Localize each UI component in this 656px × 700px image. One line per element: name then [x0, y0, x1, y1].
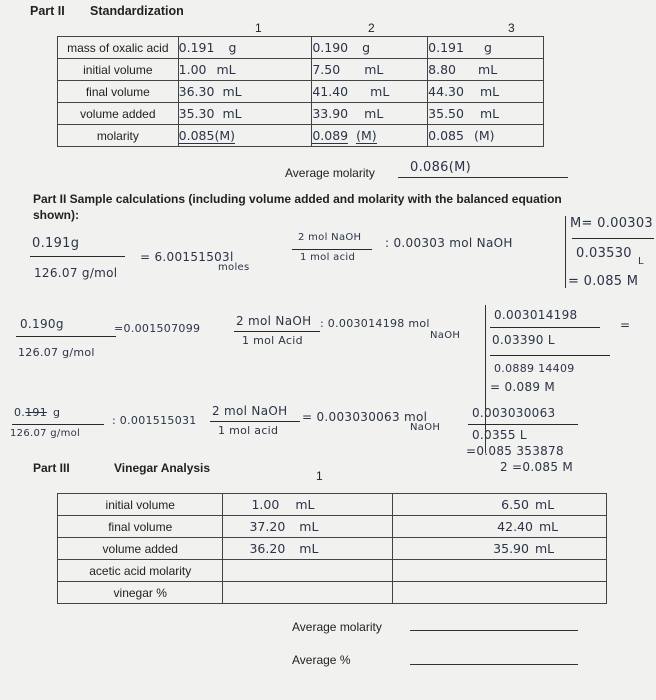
table-row [58, 516, 607, 538]
calc3-ratio-den: 1 mol acid [218, 424, 279, 437]
row-label: initial volume [58, 494, 223, 516]
calc3-numerator: 0.191 g [14, 406, 61, 419]
calc2-molarity-den: 0.03390 L [492, 333, 555, 347]
calc1-moles-unit: moles [218, 262, 250, 273]
calc2-moles: =0.001507099 [114, 322, 201, 335]
calc2-numerator: 0.190g [20, 317, 64, 331]
column-header-1: 1 [255, 21, 262, 35]
calc1-molarity-den: 0.03530 [576, 246, 632, 261]
table-cell[interactable]: 41.40 mL [312, 81, 428, 103]
calc2-denominator: 126.07 g/mol [18, 346, 95, 359]
calc1-moles: = 6.00151503l [140, 250, 234, 264]
table-cell[interactable] [223, 582, 393, 604]
row-label: volume added [58, 103, 179, 125]
calc1-ratio-num: 2 mol NaOH [298, 232, 362, 243]
calc3-result: = 0.003030063 mol [302, 410, 428, 424]
table-cell[interactable]: 8.80 mL [428, 59, 544, 81]
table-cell[interactable]: 36.20 mL [223, 538, 393, 560]
table-cell[interactable]: 0.190 g [312, 37, 428, 59]
table-cell[interactable]: 42.40 mL [393, 516, 607, 538]
calc3-molarity-raw: =0.085 353878 [466, 444, 564, 458]
calc3-result-unit: NaOH [410, 422, 441, 433]
table-cell[interactable] [393, 560, 607, 582]
table-row [58, 494, 607, 516]
table-row [58, 81, 544, 103]
calc2-result: : 0.003014198 mol [320, 317, 430, 330]
table-cell[interactable]: 0.191 g [428, 37, 544, 59]
column-header-3: 3 [508, 21, 515, 35]
calc1-ratio-den: 1 mol acid [300, 252, 356, 263]
calc1-result: : 0.00303 mol NaOH [385, 236, 513, 250]
calc1-divider [565, 216, 566, 288]
table-cell[interactable]: 6.50 mL [393, 494, 607, 516]
table-cell[interactable]: 33.90 mL [312, 103, 428, 125]
part3-subtitle: Vinegar Analysis [114, 461, 211, 475]
table-cell[interactable]: 1.00 mL [178, 59, 312, 81]
fraction-bar [468, 424, 578, 425]
vinegar-average-molarity-label: Average molarity [292, 620, 382, 634]
table-cell[interactable]: 35.90 mL [393, 538, 607, 560]
calc2-equals: = [620, 318, 631, 332]
fraction-bar [572, 238, 654, 239]
table-cell[interactable]: 0.085(M) [178, 125, 312, 147]
table-row [58, 538, 607, 560]
calc1-denominator: 126.07 g/mol [34, 266, 118, 280]
row-label: acetic acid molarity [58, 560, 223, 582]
table-cell[interactable]: 0.191 g [178, 37, 312, 59]
separator-line [490, 355, 610, 356]
calc2-ratio-num: 2 mol NaOH [236, 314, 312, 328]
calc2-result-unit: NaOH [430, 330, 461, 341]
calc1-numerator: 0.191g [32, 236, 80, 251]
average-molarity-line [398, 177, 568, 178]
fraction-bar [234, 331, 320, 332]
vinegar-average-percent-line[interactable] [410, 664, 578, 665]
fraction-bar [210, 421, 300, 422]
sample-calc-heading: Part II Sample calculations (including volume added and molarity with the balanced equation [33, 192, 562, 206]
row-label: molarity [58, 125, 179, 147]
calc1-molarity-unit: L [638, 256, 644, 267]
calc2-molarity-result: = 0.089 M [490, 380, 556, 394]
standardization-table [57, 36, 544, 147]
row-label: final volume [58, 516, 223, 538]
table-row [58, 37, 544, 59]
table-cell[interactable]: 0.089 (M) [312, 125, 428, 147]
row-label: initial volume [58, 59, 179, 81]
fraction-bar [490, 327, 600, 328]
table-row [58, 103, 544, 125]
calc2-molarity-raw: 0.0889 14409 [494, 362, 575, 375]
fraction-bar [12, 424, 104, 425]
calc3-molarity-num: 0.003030063 [472, 406, 556, 420]
table-cell[interactable]: 35.50 mL [428, 103, 544, 125]
table-cell[interactable]: 35.30 mL [178, 103, 312, 125]
calc2-ratio-den: 1 mol Acid [242, 334, 303, 347]
row-label: vinegar % [58, 582, 223, 604]
part3-column-header: 1 [316, 469, 323, 483]
calc3-ratio-num: 2 mol NaOH [212, 404, 288, 418]
part2-title: Part II [30, 4, 65, 18]
table-cell[interactable]: 0.085 (M) [428, 125, 544, 147]
table-row [58, 582, 607, 604]
row-label: mass of oxalic acid [58, 37, 179, 59]
part3-title: Part III [33, 461, 70, 475]
fraction-bar [30, 256, 125, 257]
table-row [58, 560, 607, 582]
fraction-bar [16, 336, 116, 337]
calc3-moles: : 0.001515031 [112, 414, 197, 427]
table-cell[interactable]: 7.50 mL [312, 59, 428, 81]
vinegar-average-percent-label: Average % [292, 653, 351, 667]
part2-subtitle: Standardization [90, 4, 184, 18]
average-molarity-value[interactable]: 0.086(M) [410, 160, 471, 175]
table-cell[interactable] [223, 560, 393, 582]
table-row [58, 125, 544, 147]
column-header-2: 2 [368, 21, 375, 35]
table-row [58, 59, 544, 81]
table-cell[interactable]: 36.30 mL [178, 81, 312, 103]
row-label: volume added [58, 538, 223, 560]
table-cell[interactable]: 1.00 mL [223, 494, 393, 516]
calc3-molarity-result: 2 =0.085 M [500, 460, 574, 474]
table-cell[interactable]: 44.30 mL [428, 81, 544, 103]
average-molarity-label: Average molarity [285, 166, 375, 180]
calc1-molarity-result: = 0.085 M [568, 274, 639, 289]
row-label: final volume [58, 81, 179, 103]
calc3-denominator: 126.07 g/mol [10, 428, 81, 439]
vinegar-table [57, 493, 607, 604]
table-cell[interactable]: 37.20 mL [223, 516, 393, 538]
calc2-molarity-num: 0.003014198 [494, 308, 578, 322]
calc3-molarity-den: 0.0355 L [472, 428, 527, 442]
calc1-molarity-num: M= 0.00303 [570, 216, 653, 231]
fraction-bar [292, 249, 372, 250]
sample-calc-heading-cont: shown): [33, 208, 79, 222]
table-cell[interactable] [393, 582, 607, 604]
vinegar-average-molarity-line[interactable] [410, 630, 578, 631]
